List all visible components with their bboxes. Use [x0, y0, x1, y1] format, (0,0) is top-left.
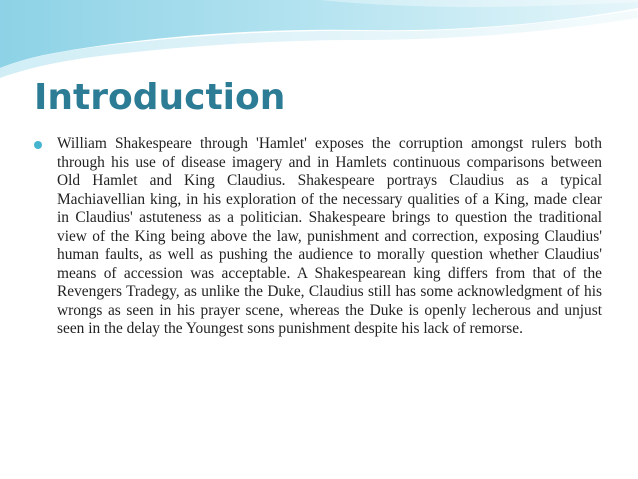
- header-wave-decoration: [0, 0, 638, 80]
- slide-body: [32, 135, 602, 339]
- bullet-text: William Shakespeare through 'Hamlet' exposes the corruption amongst rulers both through his use of disease imagery and in Hamlets continuous comparisons between Old Hamlet and King Claudius. Shakespeare portrays Claudius as a typical Machiavellian king, in his exploration of the necessary qualities of a King, made clear in Claudius' astuteness as a politician. Shakespeare brings to question the traditional view of the King being above the law, punishment and correction, exposing Claudius' human faults, as well as pushing the audience to morally question whether Claudius' means of accession was acceptable. A Shakespearean king differs from that of the Revengers Tradegy, as unlike the Duke, Claudius still has some acknowledgment of his wrongs as seen in his prayer scene, whereas the Duke is openly lecherous and unjust seen in the delay the Youngest sons punishment despite his lack of remorse.: [57, 135, 602, 337]
- slide-title: Introduction: [34, 77, 286, 118]
- bullet-icon: [34, 141, 42, 149]
- bullet-item: [32, 135, 602, 339]
